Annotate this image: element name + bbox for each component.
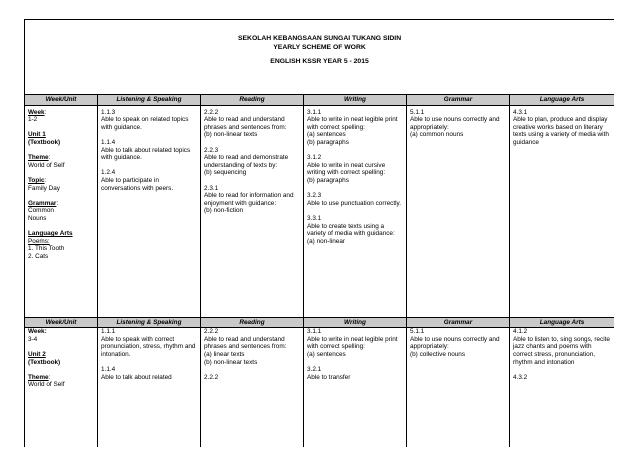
header-week-unit: Week/Unit bbox=[25, 317, 98, 328]
language-arts-label: Language Arts bbox=[28, 230, 73, 238]
header-reading: Reading bbox=[201, 317, 304, 328]
writing-cell bbox=[304, 105, 407, 317]
document-title bbox=[25, 20, 615, 95]
reading-cell bbox=[201, 328, 304, 447]
list-item: 4.3.1 Able to plan, produce and display creative works based on literary texts using a variety of media with guidance bbox=[513, 108, 609, 146]
list-item: 2.2.3 Able to read and demonstrate understanding of texts by: (b) sequencing bbox=[204, 146, 289, 177]
list-item: 2.2.2 Able to read and understand phrases and sentences from: (a) linear texts (b) non-linear texts bbox=[204, 328, 287, 366]
table-row bbox=[25, 105, 615, 317]
list-item: 1.2.4 Able to participate in conversations with peers. bbox=[101, 169, 174, 192]
list-item: 2.2.2 Able to read and understand phrases and sentences from: (b) non-linear texts bbox=[204, 108, 287, 139]
scheme-table bbox=[24, 19, 614, 447]
topic-value: Family Day bbox=[28, 184, 60, 192]
reading-cell bbox=[201, 105, 304, 317]
unit-sub: (Textbook) bbox=[28, 358, 61, 366]
list-item: 3.1.2 Able to write in neat cursive writing with correct spelling: (b) paragraphs bbox=[307, 154, 386, 184]
grammar-cell bbox=[407, 328, 510, 447]
unit-sub: (Textbook) bbox=[28, 138, 61, 146]
week-value: 3-4 bbox=[28, 335, 38, 343]
unit-label: Unit 1 bbox=[28, 131, 46, 139]
theme-value: World of Self bbox=[28, 161, 65, 169]
scheme-title: YEARLY SCHEME OF WORK bbox=[273, 43, 366, 51]
list-item: 3.1.1 Able to write in neat legible print with correct spelling: (a) sentences bbox=[307, 328, 398, 358]
grammar-cell bbox=[407, 105, 510, 317]
header-grammar: Grammar bbox=[407, 317, 510, 328]
language-arts-sub: Poems: bbox=[28, 237, 50, 245]
subject-title: ENGLISH KSSR YEAR 5 - 2015 bbox=[270, 58, 369, 66]
listening-speaking-cell bbox=[98, 328, 201, 447]
list-item: 5.1.1 Able to use nouns correctly and appropriately: (b) collective nouns bbox=[410, 328, 500, 358]
week-unit-cell: Week: 1-2 Unit 1 (Textbook) Theme: World of Self Topic: Family Day Grammar: Common Nouns Language Arts Poems: 1. This Tooth 2. Cats bbox=[25, 105, 98, 317]
header-language-arts: Language Arts bbox=[510, 95, 615, 106]
listening-speaking-cell bbox=[98, 105, 201, 317]
header-reading: Reading bbox=[201, 95, 304, 106]
week-unit-cell: Week: 3-4 Unit 2 (Textbook) Theme: World of Self bbox=[25, 328, 98, 447]
scheme-of-work-sheet bbox=[24, 19, 614, 447]
list-item: 1.1.1 Able to speak with correct pronunciation, stress, rhythm and intonation. bbox=[101, 328, 196, 358]
week-label: Week: bbox=[28, 328, 47, 336]
list-item: 5.1.1 Able to use nouns correctly and appropriately: (a) common nouns bbox=[410, 108, 500, 139]
grammar-label: Grammar bbox=[28, 199, 57, 207]
header-listening-speaking: Listening & Speaking bbox=[98, 95, 201, 106]
header-week-unit: Week/Unit bbox=[25, 95, 98, 106]
header-row-repeat bbox=[25, 317, 615, 328]
topic-label: Topic bbox=[28, 176, 45, 184]
list-item: 4.3.2 bbox=[513, 373, 528, 381]
list-item: 3.1.1 Able to write in neat legible print with correct spelling: (a) sentences (b) paragraphs bbox=[307, 108, 398, 146]
list-item: 1.1.4 Able to talk about related topics with guidance. bbox=[101, 138, 191, 162]
list-item: 1.1.3 Able to speak on related topics with guidance. bbox=[101, 108, 189, 131]
unit-label: Unit 2 bbox=[28, 350, 46, 358]
theme-label: Theme bbox=[28, 154, 49, 162]
header-row bbox=[25, 95, 615, 106]
theme-value: World of Self bbox=[28, 381, 65, 389]
theme-label: Theme bbox=[28, 373, 49, 381]
header-listening-speaking: Listening & Speaking bbox=[98, 317, 201, 328]
title-row bbox=[25, 20, 615, 95]
header-writing: Writing bbox=[304, 95, 407, 106]
school-name: SEKOLAH KEBANGSAAN SUNGAI TUKANG SIDIN bbox=[237, 35, 402, 42]
header-language-arts: Language Arts bbox=[510, 317, 615, 328]
grammar-value: Common Nouns bbox=[28, 207, 54, 222]
list-item: 3.2.3 Able to use punctuation correctly. bbox=[307, 192, 402, 207]
header-grammar: Grammar bbox=[407, 95, 510, 106]
language-arts-cell bbox=[510, 105, 615, 317]
week-label: Week bbox=[28, 108, 45, 116]
language-arts-cell bbox=[510, 328, 615, 447]
writing-cell bbox=[304, 328, 407, 447]
list-item: 4.1.2 Able to listen to, sing songs, recite jazz chants and poems with correct stress, pronunciation, rhythm and intonation bbox=[513, 328, 610, 366]
list-item: 2.2.2 bbox=[204, 373, 219, 381]
header-writing: Writing bbox=[304, 317, 407, 328]
list-item: 3.3.1 Able to create texts using a variety of media with guidance: (a) non-linear bbox=[307, 214, 395, 245]
table-row bbox=[25, 328, 615, 447]
list-item: 2.3.1 Able to read for information and enjoyment with guidance: (b) non-fiction bbox=[204, 184, 294, 215]
language-arts-items: 1. This Tooth 2. Cats bbox=[28, 245, 65, 260]
list-item: 3.2.1 Able to transfer bbox=[307, 366, 351, 381]
week-value: 1-2 bbox=[28, 116, 38, 124]
list-item: 1.1.4 Able to talk about related bbox=[101, 366, 172, 381]
